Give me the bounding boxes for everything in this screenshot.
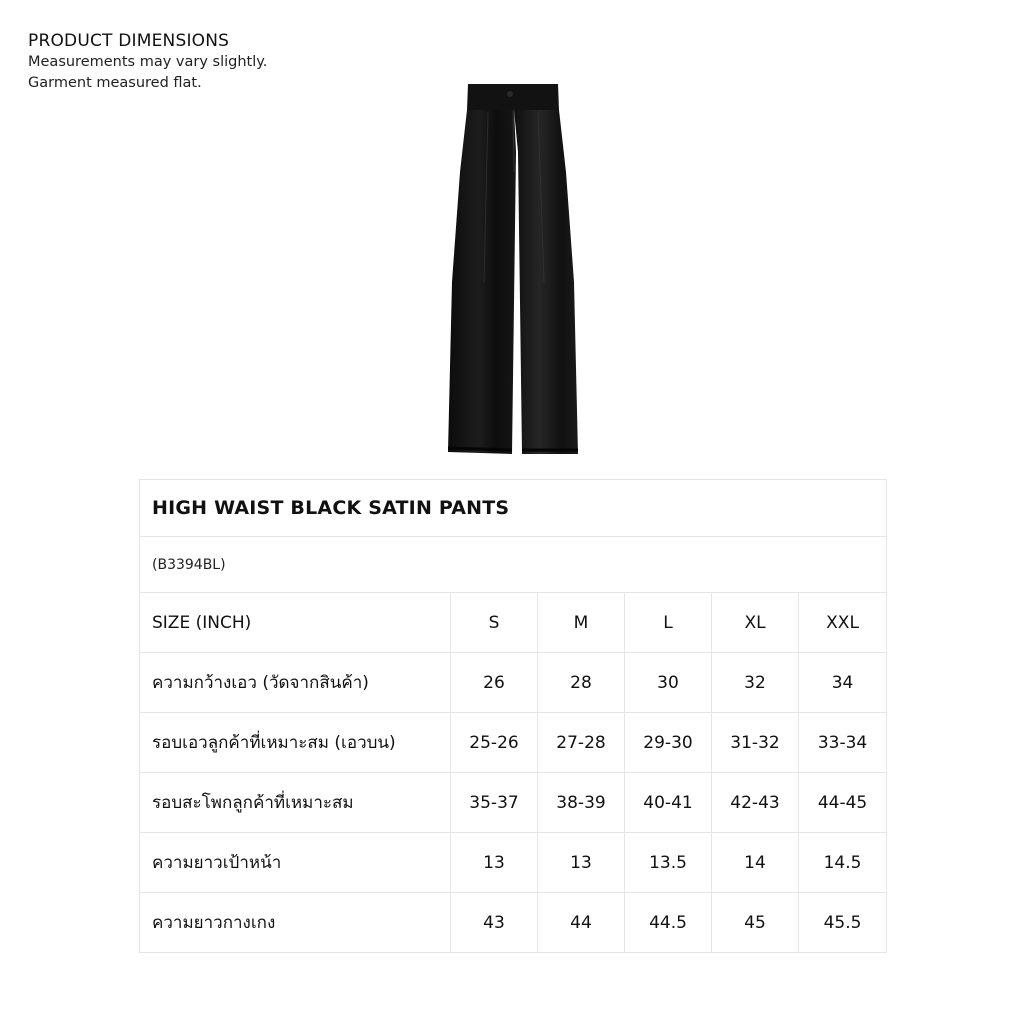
row-label-customer-waist: รอบเอวลูกค้าที่เหมาะสม (เอวบน) [140,713,451,773]
table-cell: 44 [538,893,625,953]
product-name: HIGH WAIST BLACK SATIN PANTS [140,480,887,537]
product-sku: (B3394BL) [140,537,887,593]
table-cell: 13.5 [625,833,712,893]
table-cell: 27-28 [538,713,625,773]
table-cell: 45 [712,893,799,953]
table-cell: 13 [538,833,625,893]
table-cell: 14.5 [799,833,887,893]
table-cell: 40-41 [625,773,712,833]
table-cell: 42-43 [712,773,799,833]
row-label-front-rise: ความยาวเป้าหน้า [140,833,451,893]
dimensions-intro [28,30,267,94]
row-label-waist-width: ความกว้างเอว (วัดจากสินค้า) [140,653,451,713]
table-cell: 44.5 [625,893,712,953]
product-image-pants [440,82,586,460]
table-row [140,713,887,773]
table-cell: 14 [712,833,799,893]
table-cell: 33-34 [799,713,887,773]
table-cell: 29-30 [625,713,712,773]
table-cell: 45.5 [799,893,887,953]
measurement-note-flat: Garment measured flat. [28,75,202,91]
table-cell: 13 [451,833,538,893]
table-cell: 30 [625,653,712,713]
size-header-label: SIZE (INCH) [140,593,451,653]
size-header-xxl: XXL [799,593,887,653]
table-cell: 25-26 [451,713,538,773]
table-cell: 35-37 [451,773,538,833]
table-row [140,893,887,953]
table-cell: 31-32 [712,713,799,773]
table-row [140,833,887,893]
size-chart-table [139,479,887,953]
size-header-xl: XL [712,593,799,653]
dimensions-title: PRODUCT DIMENSIONS [28,31,230,51]
table-cell: 26 [451,653,538,713]
measurement-note: Measurements may vary slightly. [28,54,268,70]
row-label-pants-length: ความยาวกางเกง [140,893,451,953]
table-cell: 43 [451,893,538,953]
table-cell: 44-45 [799,773,887,833]
table-row [140,653,887,713]
size-header-s: S [451,593,538,653]
row-label-customer-hip: รอบสะโพกลูกค้าที่เหมาะสม [140,773,451,833]
size-header-m: M [538,593,625,653]
table-row [140,773,887,833]
table-cell: 32 [712,653,799,713]
table-cell: 28 [538,653,625,713]
size-header-l: L [625,593,712,653]
table-cell: 38-39 [538,773,625,833]
table-cell: 34 [799,653,887,713]
size-header-row [140,593,887,653]
